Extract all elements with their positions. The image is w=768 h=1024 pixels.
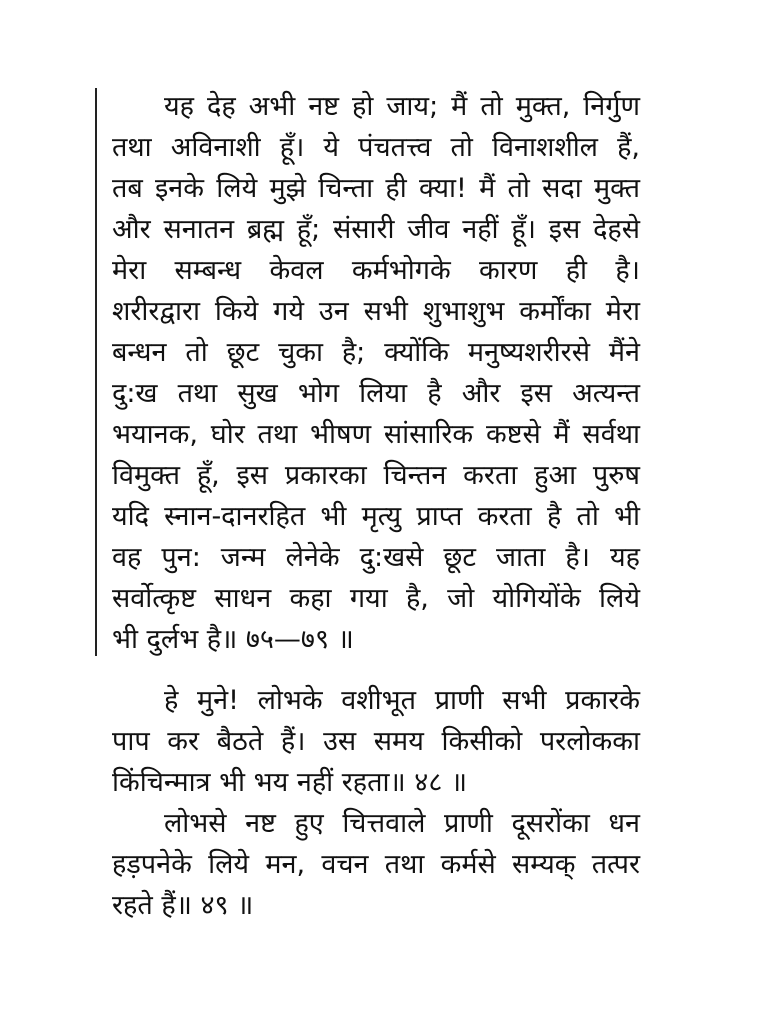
text-line: सर्वोत्कृष्ट साधन कहा गया है, जो योगियोंके लिये [112, 583, 640, 614]
text-line: यह देह अभी नष्ट हो जाय; मैं तो मुक्त, निर्गुण [164, 91, 640, 122]
text-line: हड़पनेके लिये मन, वचन तथा कर्मसे सम्यक् तत्पर [112, 849, 640, 880]
text-line: शरीरद्वारा किये गये उन सभी शुभाशुभ कर्मोंका मेरा [112, 296, 640, 327]
text-line: पाप कर बैठते हैं। उस समय किसीको परलोकका [112, 726, 640, 757]
text-line: भयानक, घोर तथा भीषण सांसारिक कष्टसे मैं सर्वथा [112, 419, 640, 450]
text-line: हे मुने! लोभके वशीभूत प्राणी सभी प्रकारके [164, 685, 640, 716]
verse-number-line: रहते हैं॥ ४९ ॥ [112, 890, 254, 921]
text-line: मेरा सम्बन्ध केवल कर्मभोगके कारण ही है। [112, 255, 640, 286]
text-line: दु:ख तथा सुख भोग लिया है और इस अत्यन्त [112, 378, 640, 409]
passage-2 [112, 680, 640, 926]
margin-rule [95, 88, 97, 656]
text-line: बन्धन तो छूट चुका है; क्योंकि मनुष्यशरीरसे मैंने [112, 337, 640, 368]
text-line: विमुक्त हूँ, इस प्रकारका चिन्तन करता हुआ पुरुष [112, 460, 640, 491]
verse-number-line: किंचिन्मात्र भी भय नहीं रहता॥ ४८ ॥ [112, 767, 468, 798]
text-line: तथा अविनाशी हूँ। ये पंचतत्त्व तो विनाशशील हैं, [112, 132, 640, 163]
text-line: यदि स्नान-दानरहित भी मृत्यु प्राप्त करता है तो भी [112, 501, 640, 532]
text-line: लोभसे नष्ट हुए चित्तवाले प्राणी दूसरोंका धन [164, 808, 640, 839]
passage-1 [112, 86, 640, 660]
text-line: तब इनके लिये मुझे चिन्ता ही क्या! मैं तो सदा मुक्त [112, 173, 640, 204]
text-line: और सनातन ब्रह्म हूँ; संसारी जीव नहीं हूँ। इस देहसे [112, 214, 640, 245]
text-line: वह पुन: जन्म लेनेके दु:खसे छूट जाता है। यह [112, 542, 640, 573]
verse-number-line: भी दुर्लभ है॥ ७५—७९ ॥ [112, 624, 354, 655]
